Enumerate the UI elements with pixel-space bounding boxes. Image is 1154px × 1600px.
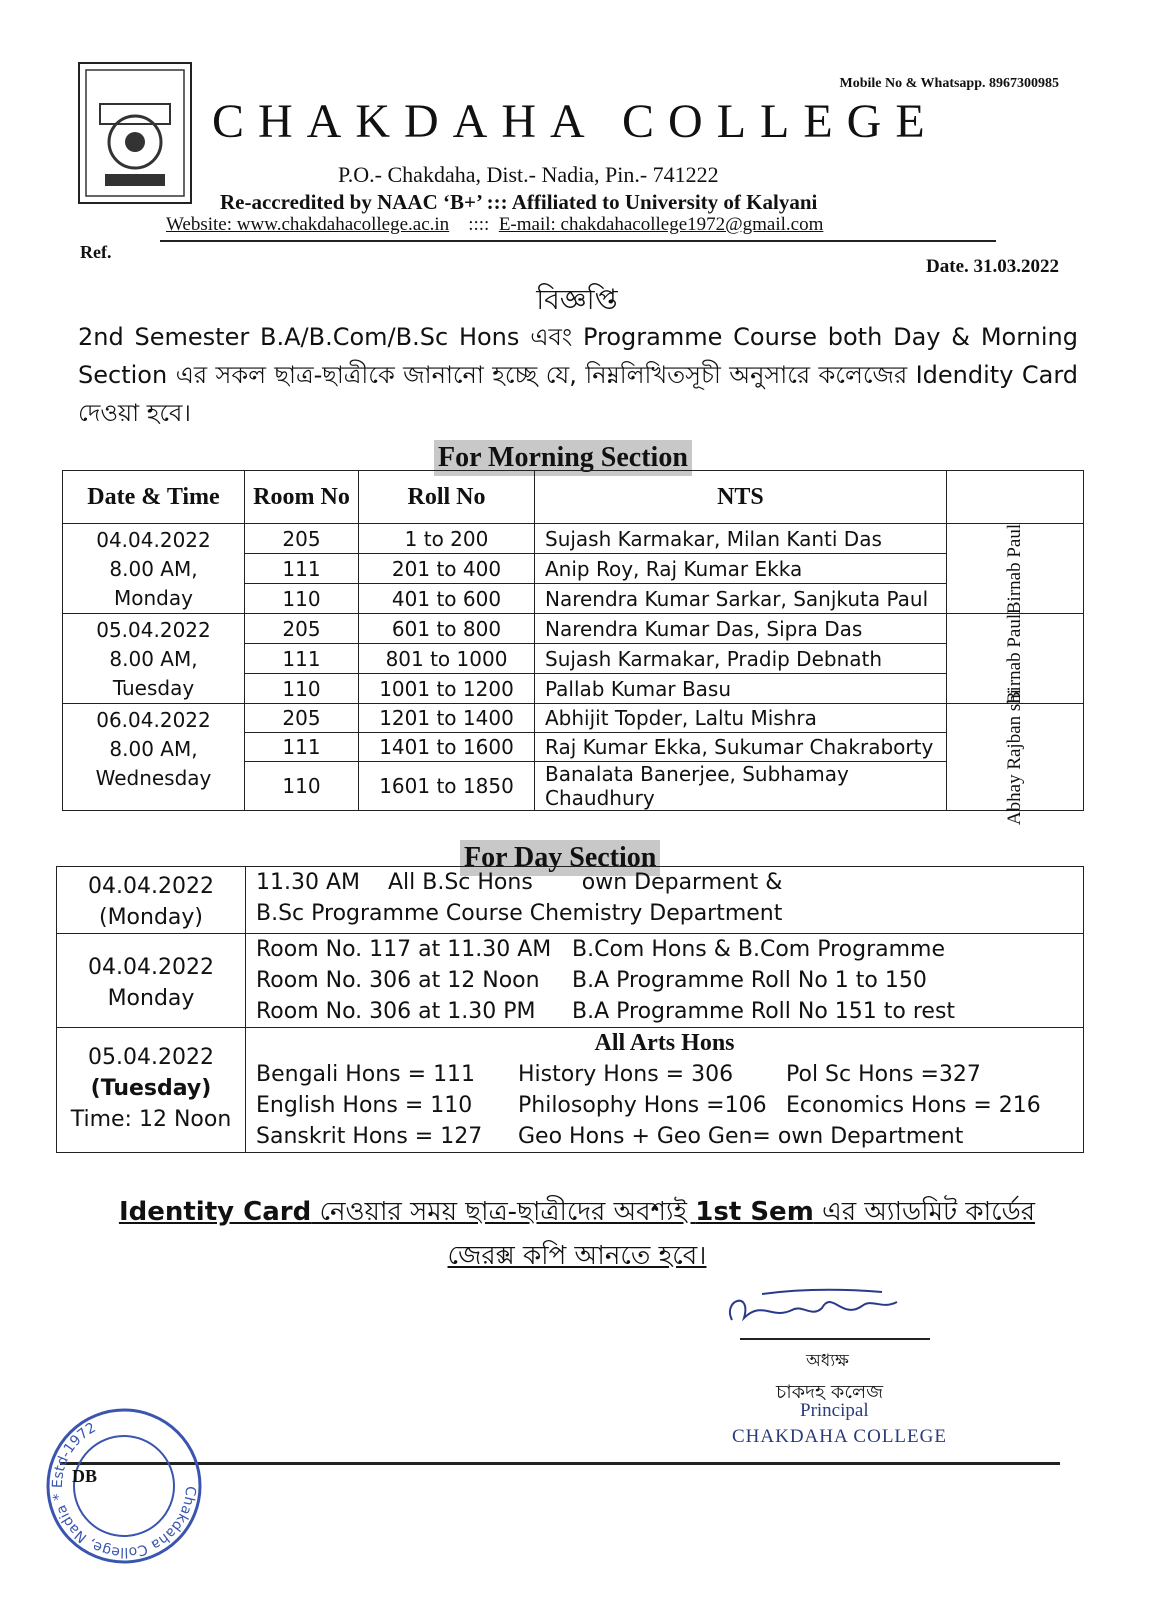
subject-room: Economics Hons = 216 [786,1093,1041,1118]
course-name: B.A Programme Roll No 1 to 150 [572,968,927,993]
arts-hons-heading: All Arts Hons [594,1030,735,1056]
college-seal-stamp [40,1402,208,1570]
time-text: 8.00 AM, [109,737,198,761]
notice-intro: 2nd Semester B.A/B.Com/B.Sc Hons এবং Programme Course both Day & Morning Section এর সকল ছাত্র-ছাত্রীকে জানানো হচ্ছে যে, নিম্নলিখিতসূচী অনুসারে কলেজের Idendity Card দেওয়া হবে। [78,323,1078,427]
warning-text: নেওয়ার সময় ছাত্র-ছাত্রীদের অবশ্যই [311,1197,696,1227]
warning-line-1 [0,1190,1154,1234]
room-cell: 205 [245,704,359,733]
date-text: 04.04.2022 [88,874,214,899]
table-row [57,934,1084,1028]
schedule-cell [246,1028,1084,1153]
roll-cell: 201 to 400 [359,554,535,584]
table-row [63,524,1084,554]
day-text: Wednesday [95,766,212,790]
college-name-bn: চাকদহ কলেজ [776,1381,884,1403]
subject-room: Sanskrit Hons = 127 [256,1124,483,1149]
header-supervisor [946,471,1083,524]
principal-signature [722,1280,932,1336]
warning-line-2: জেরক্স কপি আনতে হবে। [447,1241,707,1271]
morning-schedule-table [62,470,1084,826]
date-text: 05.04.2022 [96,618,211,642]
supervisor-name: Abhay Rajban shi [1003,688,1025,826]
course-name: B.A Programme Roll No 151 to rest [572,999,956,1024]
room-cell: 111 [245,554,359,584]
course-name: B.Com Hons & B.Com Programme [572,937,946,962]
date-text: 06.04.2022 [96,708,211,732]
nts-cell: Abhijit Topder, Laltu Mishra [535,704,947,733]
supervisor-name: Birnab Paul [1003,523,1025,614]
roll-cell: 1001 to 1200 [359,674,535,704]
arts-hons-grid [256,1059,1073,1152]
roll-cell: 601 to 800 [359,614,535,644]
schedule-line: 11.30 AM All B.Sc Hons own Deparment & [256,870,783,895]
roll-cell: 401 to 600 [359,584,535,614]
date-cell [57,934,246,1028]
principal-title-bn: অধ্যক্ষ [806,1351,849,1371]
table-row [63,704,1084,733]
header-roll: Roll No [359,471,535,524]
room-cell: 110 [245,762,359,811]
mobile-number: Mobile No & Whatsapp. 8967300985 [839,76,1059,91]
table-row [63,614,1084,644]
contact-line [166,214,823,236]
notice-date: Date. 31.03.2022 [926,256,1059,277]
principal-title: Principal [800,1400,869,1421]
room-cell: 110 [245,584,359,614]
supervisor-name: Birnab Paul [1003,613,1025,704]
room-schedule-grid [256,934,1073,1027]
signature-line [740,1338,930,1340]
time-text: 8.00 AM, [109,647,198,671]
roll-cell: 1601 to 1850 [359,762,535,811]
nts-cell: Pallab Kumar Basu [535,674,947,704]
day-schedule-table [56,866,1084,1153]
header-room: Room No [245,471,359,524]
roll-cell: 1401 to 1600 [359,733,535,762]
date-time-cell [63,614,245,704]
header-divider [160,240,996,242]
time-text: Time: 12 Noon [70,1107,232,1132]
date-cell [57,867,246,934]
day-text: Monday [114,586,193,610]
schedule-cell [246,867,1084,934]
room-cell: 111 [245,644,359,674]
nts-cell: Anip Roy, Raj Kumar Ekka [535,554,947,584]
schedule-line: B.Sc Programme Course Chemistry Department [256,901,783,926]
room-cell: 205 [245,614,359,644]
footer-divider [60,1462,1060,1465]
contact-separator: :::: [449,214,499,235]
day-text: (Tuesday) [90,1076,212,1101]
room-time: Room No. 306 at 12 Noon [256,968,540,993]
accreditation-line: Re-accredited by NAAC ‘B+’ ::: Affiliated to University of Kalyani [220,190,818,214]
subject-room: Geo Hons + Geo Gen= own Department [518,1124,964,1149]
header-nts: NTS [535,471,947,524]
day-text: (Monday) [98,905,204,930]
principal-college: CHAKDAHA COLLEGE [732,1426,947,1447]
room-time: Room No. 306 at 1.30 PM [256,999,536,1024]
supervisor-cell [946,688,1083,826]
supervisor-cell [946,524,1083,614]
subject-room: Philosophy Hons =106 [518,1093,767,1118]
nts-cell: Narendra Kumar Das, Sipra Das [535,614,947,644]
subject-room: English Hons = 110 [256,1093,473,1118]
id-card-warning [0,1190,1154,1278]
roll-cell: 1201 to 1400 [359,704,535,733]
room-time: Room No. 117 at 11.30 AM [256,937,552,962]
college-name: CHAKDAHA COLLEGE [212,95,939,148]
schedule-cell [246,934,1084,1028]
date-text: 04.04.2022 [88,955,214,980]
subject-room: Pol Sc Hons =327 [786,1062,981,1087]
header-date-time: Date & Time [63,471,245,524]
nts-cell: Narendra Kumar Sarkar, Sanjkuta Paul [535,584,947,614]
room-cell: 111 [245,733,359,762]
table-row [57,1028,1084,1153]
morning-section-title: For Morning Section [434,440,692,476]
date-time-cell [63,524,245,614]
subject-room: History Hons = 306 [518,1062,734,1087]
ref-label: Ref. [80,242,112,262]
postal-address: P.O.- Chakdaha, Dist.- Nadia, Pin.- 741222 [338,162,719,187]
date-text: 04.04.2022 [96,528,211,552]
warning-sem: 1st Sem [695,1197,814,1227]
room-cell: 205 [245,524,359,554]
initials: DB [72,1466,98,1486]
seal-text: Chakdaha College, Nadia * Estd-1972 [49,1419,199,1561]
email-link[interactable]: E-mail: chakdahacollege1972@gmail.com [498,214,824,235]
warning-id-card: Identity Card [118,1197,312,1227]
nts-cell: Sujash Karmakar, Pradip Debnath [535,644,947,674]
website-link[interactable]: Website: www.chakdahacollege.ac.in [166,214,450,235]
table-row [57,867,1084,934]
college-logo [78,62,192,204]
notice-title: বিজ্ঞপ্তি [536,283,618,316]
room-cell: 110 [245,674,359,704]
svg-text:Chakdaha College, Nadia * Estd [50,1420,198,1560]
date-cell [57,1028,246,1153]
day-text: Tuesday [112,676,195,700]
day-section-title: For Day Section [460,840,660,876]
date-time-cell [63,704,245,811]
subject-room: Bengali Hons = 111 [256,1062,476,1087]
nts-cell: Banalata Banerjee, Subhamay Chaudhury [535,762,947,811]
warning-text-2: এর অ্যাডমিট কার্ডের [813,1197,1036,1227]
nts-cell: Sujash Karmakar, Milan Kanti Das [535,524,947,554]
day-text: Monday [107,986,195,1011]
date-text: 05.04.2022 [88,1045,214,1070]
time-text: 8.00 AM, [109,557,198,581]
table-header-row [63,471,1084,524]
roll-cell: 801 to 1000 [359,644,535,674]
nts-cell: Raj Kumar Ekka, Sukumar Chakraborty [535,733,947,762]
roll-cell: 1 to 200 [359,524,535,554]
